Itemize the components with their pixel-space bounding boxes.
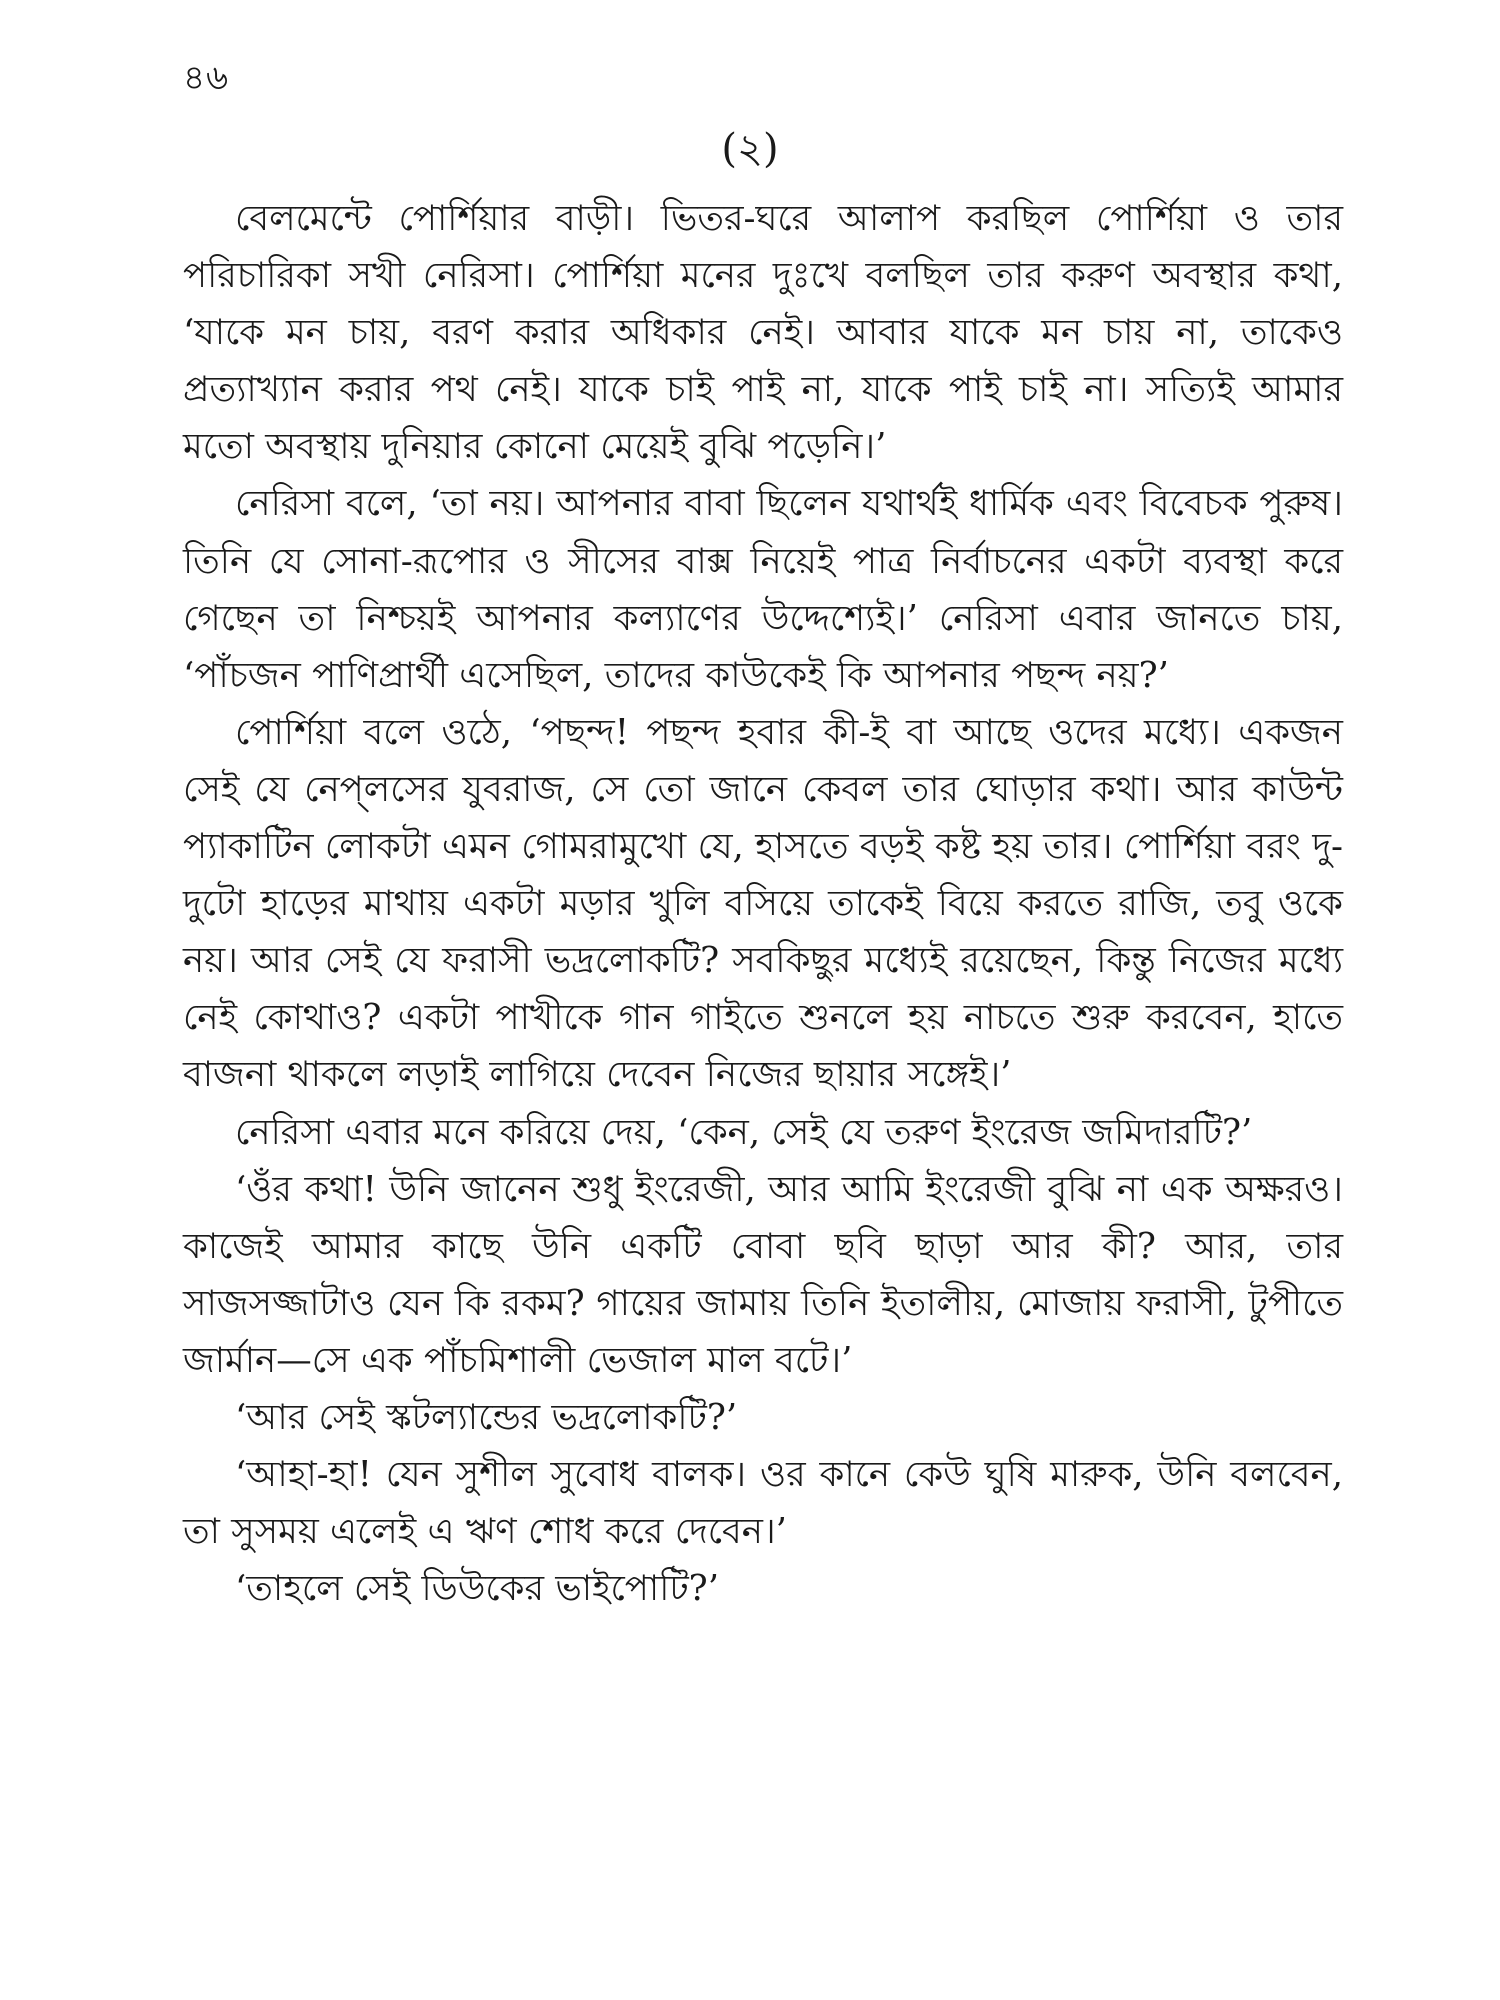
paragraph: ‘ওঁর কথা! উনি জানেন শুধু ইংরেজী, আর আমি ইংরেজী বুঝি না এক অক্ষরও। কাজেই আমার কাছে উনি একটি বোবা ছবি ছাড়া আর কী? আর, তার সাজসজ্জাটাও যেন কি রকম? গায়ের জামায় তিনি ইতালীয়, মোজায় ফরাসী, টুপীতে জার্মান—সে এক পাঁচমিশালী ভেজাল মাল বটে।’ — [183, 1168, 1343, 1381]
paragraph: ‘তাহলে সেই ডিউকের ভাইপোটি?’ — [235, 1568, 720, 1610]
paragraph: নেরিসা বলে, ‘তা নয়। আপনার বাবা ছিলেন যথার্থই ধার্মিক এবং বিবেচক পুরুষ। তিনি যে সোনা-রূপোর ও সীসের বাক্স নিয়েই পাত্র নির্বাচনের একটা ব্যবস্থা করে গেছেন তা নিশ্চয়ই আপনার কল্যাণের উদ্দেশ্যেই।’ নেরিসা এবার জানতে চায়, ‘পাঁচজন পাণিপ্রার্থী এসেছিল, তাদের কাউকেই কি আপনার পছন্দ নয়?’ — [183, 483, 1343, 696]
chapter-heading: (২) — [721, 126, 779, 172]
page-number: ৪৬ — [183, 58, 230, 98]
body-text — [183, 190, 1343, 1617]
paragraph: নেরিসা এবার মনে করিয়ে দেয়, ‘কেন, সেই যে তরুণ ইংরেজ জমিদারটি?’ — [235, 1111, 1253, 1153]
paragraph: ‘আর সেই স্কটল্যান্ডের ভদ্রলোকটি?’ — [235, 1396, 738, 1438]
paragraph: পোর্শিয়া বলে ওঠে, ‘পছন্দ! পছন্দ হবার কী-ই বা আছে ওদের মধ্যে। একজন সেই যে নেপ্‌লসের যুবরাজ, সে তো জানে কেবল তার ঘোড়ার কথা। আর কাউন্ট প্যাকাটিন লোকটা এমন গোমরামুখো যে, হাসতে বড়ই কষ্ট হয় তার। পোর্শিয়া বরং দু-দুটো হাড়ের মাথায় একটা মড়ার খুলি বসিয়ে তাকেই বিয়ে করতে রাজি, তবু ওকে নয়। আর সেই যে ফরাসী ভদ্রলোকটি? সবকিছুর মধ্যেই রয়েছেন, কিন্তু নিজের মধ্যে নেই কোথাও? একটা পাখীকে গান গাইতে শুনলে হয় নাচতে শুরু করবেন, হাতে বাজনা থাকলে লড়াই লাগিয়ে দেবেন নিজের ছায়ার সঙ্গেই।’ — [183, 711, 1343, 1096]
paragraph: বেলমেন্টে পোর্শিয়ার বাড়ী। ভিতর-ঘরে আলাপ করছিল পোর্শিয়া ও তার পরিচারিকা সখী নেরিসা। পোর্শিয়া মনের দুঃখে বলছিল তার করুণ অবস্থার কথা, ‘যাকে মন চায়, বরণ করার অধিকার নেই। আবার যাকে মন চায় না, তাকেও প্রত্যাখ্যান করার পথ নেই। যাকে চাই পাই না, যাকে পাই চাই না। সত্যিই আমার মতো অবস্থায় দুনিয়ার কোনো মেয়েই বুঝি পড়েনি।’ — [183, 198, 1343, 468]
paragraph: ‘আহা-হা! যেন সুশীল সুবোধ বালক। ওর কানে কেউ ঘুষি মারুক, উনি বলবেন, তা সুসময় এলেই এ ঋণ শোধ করে দেবেন।’ — [183, 1454, 1343, 1553]
